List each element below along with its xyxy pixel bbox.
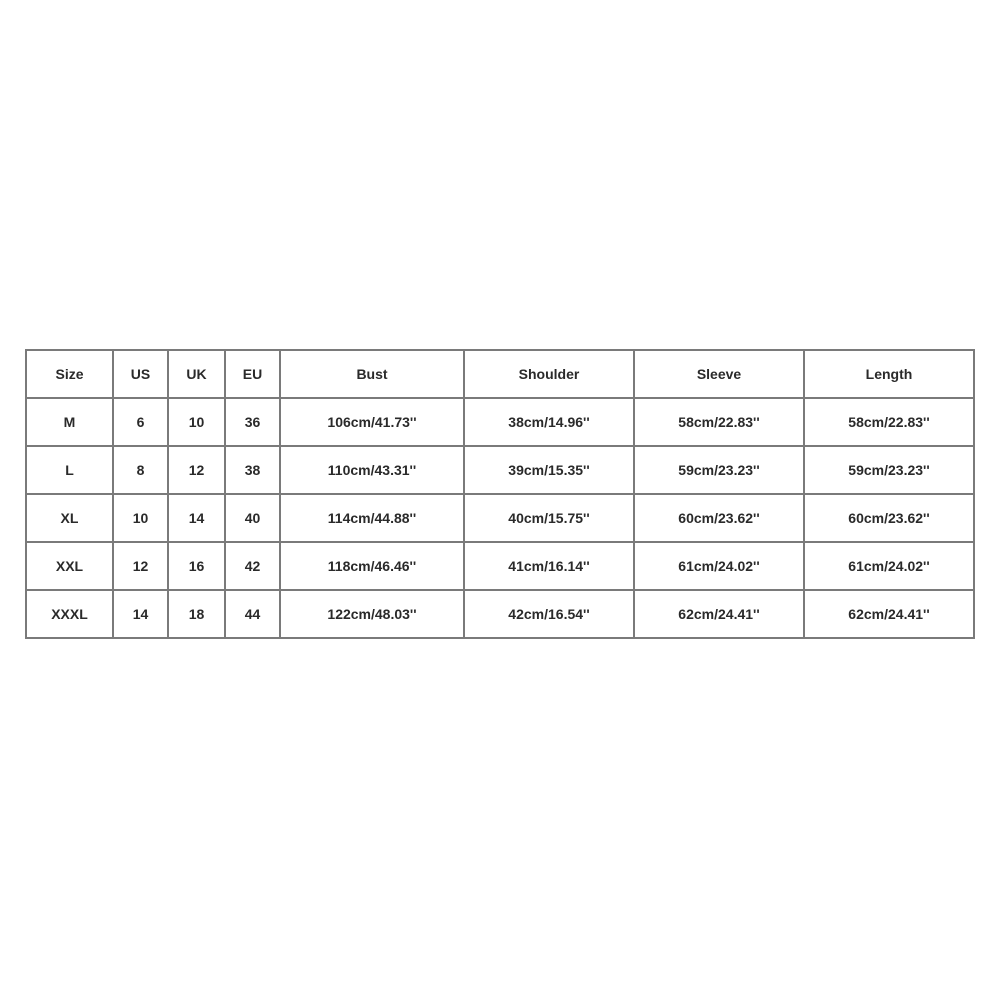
cell-sleeve: 59cm/23.23'': [634, 446, 804, 494]
cell-length: 58cm/22.83'': [804, 398, 974, 446]
cell-us: 12: [113, 542, 168, 590]
table-row: [26, 446, 974, 494]
cell-sleeve: 61cm/24.02'': [634, 542, 804, 590]
cell-us: 14: [113, 590, 168, 638]
table-row: [26, 398, 974, 446]
cell-bust: 114cm/44.88'': [280, 494, 464, 542]
cell-eu: 36: [225, 398, 280, 446]
cell-sleeve: 58cm/22.83'': [634, 398, 804, 446]
cell-shoulder: 41cm/16.14'': [464, 542, 634, 590]
cell-shoulder: 40cm/15.75'': [464, 494, 634, 542]
cell-shoulder: 39cm/15.35'': [464, 446, 634, 494]
header-cell-bust: Bust: [280, 350, 464, 398]
table-row: [26, 590, 974, 638]
cell-eu: 44: [225, 590, 280, 638]
cell-uk: 10: [168, 398, 225, 446]
table-header-row: [26, 350, 974, 398]
cell-uk: 12: [168, 446, 225, 494]
cell-size: XL: [26, 494, 113, 542]
cell-bust: 110cm/43.31'': [280, 446, 464, 494]
header-cell-size: Size: [26, 350, 113, 398]
cell-sleeve: 62cm/24.41'': [634, 590, 804, 638]
cell-sleeve: 60cm/23.62'': [634, 494, 804, 542]
cell-eu: 40: [225, 494, 280, 542]
cell-bust: 106cm/41.73'': [280, 398, 464, 446]
table-row: [26, 494, 974, 542]
cell-length: 61cm/24.02'': [804, 542, 974, 590]
table-row: [26, 542, 974, 590]
header-cell-uk: UK: [168, 350, 225, 398]
cell-length: 59cm/23.23'': [804, 446, 974, 494]
cell-eu: 38: [225, 446, 280, 494]
cell-size: L: [26, 446, 113, 494]
cell-us: 6: [113, 398, 168, 446]
cell-size: XXL: [26, 542, 113, 590]
cell-size: XXXL: [26, 590, 113, 638]
cell-bust: 118cm/46.46'': [280, 542, 464, 590]
header-cell-length: Length: [804, 350, 974, 398]
header-cell-eu: EU: [225, 350, 280, 398]
cell-shoulder: 38cm/14.96'': [464, 398, 634, 446]
cell-uk: 14: [168, 494, 225, 542]
cell-size: M: [26, 398, 113, 446]
cell-eu: 42: [225, 542, 280, 590]
header-cell-shoulder: Shoulder: [464, 350, 634, 398]
cell-shoulder: 42cm/16.54'': [464, 590, 634, 638]
cell-uk: 18: [168, 590, 225, 638]
cell-length: 60cm/23.62'': [804, 494, 974, 542]
size-chart-table: [25, 349, 975, 639]
cell-us: 8: [113, 446, 168, 494]
cell-length: 62cm/24.41'': [804, 590, 974, 638]
cell-bust: 122cm/48.03'': [280, 590, 464, 638]
cell-uk: 16: [168, 542, 225, 590]
cell-us: 10: [113, 494, 168, 542]
header-cell-us: US: [113, 350, 168, 398]
header-cell-sleeve: Sleeve: [634, 350, 804, 398]
